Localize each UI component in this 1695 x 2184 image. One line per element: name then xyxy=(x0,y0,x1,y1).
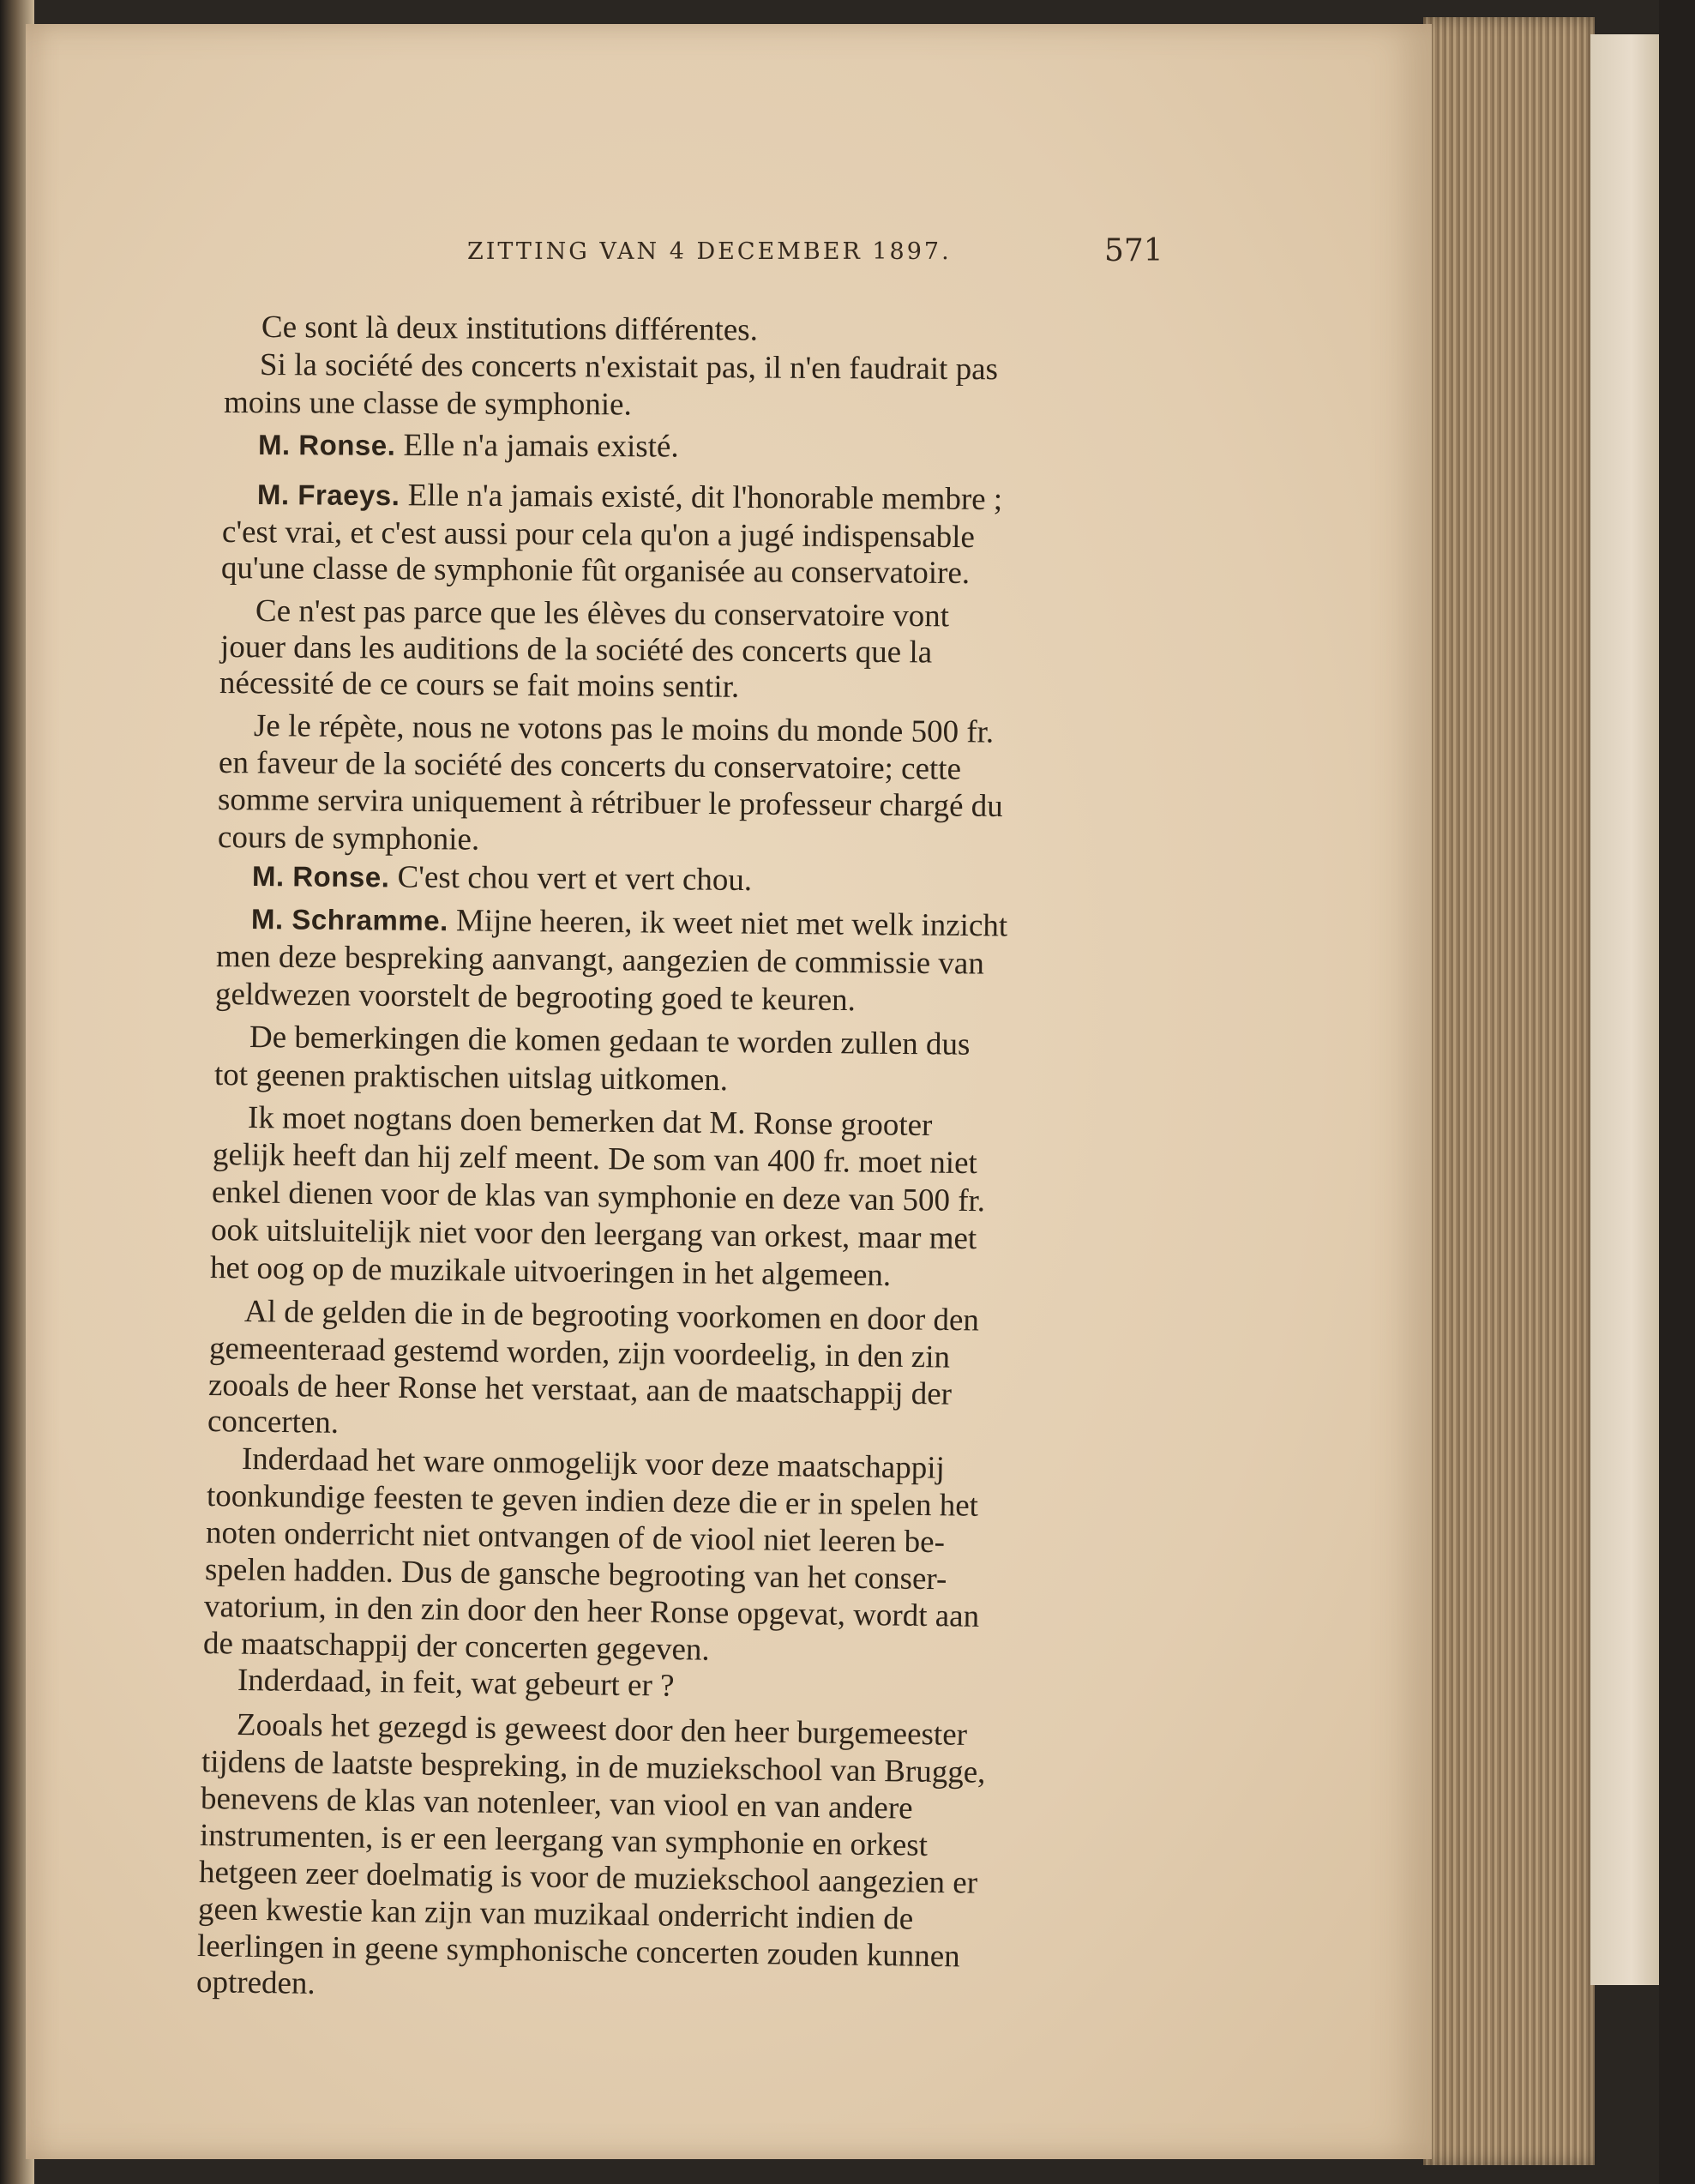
line-text: moins une classe de symphonie. xyxy=(223,385,632,423)
text-line xyxy=(218,781,1003,826)
text-line xyxy=(257,476,1002,519)
line-text: Al de gelden die in de begrooting voorkomen en door den xyxy=(243,1294,980,1339)
text-line xyxy=(237,1662,675,1706)
line-text: zooals de heer Ronse het verstaat, aan de maatschappij der xyxy=(207,1368,953,1412)
line-text: instrumenten, is er een leergang van symphonie en orkest xyxy=(199,1818,929,1863)
line-text: De bemerkingen die komen gedaan te worden zullen dus xyxy=(249,1020,971,1062)
line-text: cours de symphonie. xyxy=(217,820,480,857)
line-text: jouer dans les auditions de la société des concerts que la xyxy=(219,629,933,671)
text-line xyxy=(224,384,632,424)
text-line xyxy=(251,900,1008,945)
text-line xyxy=(252,857,753,899)
running-header: ZITTING VAN 4 DECEMBER 1897. xyxy=(467,238,952,265)
line-text: Inderdaad, in feit, wat gebeurt er ? xyxy=(237,1663,675,1704)
line-text: Je le répète, nous ne votons pas le moins du monde 500 fr. xyxy=(253,708,995,750)
line-text: enkel dienen voor de klas van symphonie en deze van 500 fr. xyxy=(211,1175,986,1219)
text-line xyxy=(207,1403,340,1442)
line-text: noten onderricht niet ontvangen of de viool niet leeren be- xyxy=(205,1515,946,1561)
text-line xyxy=(214,1056,728,1099)
text-line xyxy=(258,426,679,466)
text-line xyxy=(261,309,758,350)
book-page xyxy=(26,24,1432,2159)
background-shadow xyxy=(1659,0,1695,2184)
line-text: Zooals het gezegd is geweest door den heer burgemeester xyxy=(236,1707,968,1753)
line-text: leerlingen in geene symphonische concerten zouden kunnen xyxy=(196,1928,960,1975)
line-text: c'est vrai, et c'est aussi pour cela qu'on a jugé indispensable xyxy=(221,514,976,556)
line-text: tijdens de laatste bespreking, in de muziekschool van Brugge, xyxy=(201,1744,986,1790)
line-text: Mijne heeren, ik weet niet met welk inzicht xyxy=(448,903,1008,944)
line-text: Ik moet nogtans doen bemerken dat M. Ronse grooter xyxy=(247,1100,933,1144)
line-text: somme servira uniquement à rétribuer le professeur chargé du xyxy=(217,782,1003,824)
line-text: concerten. xyxy=(207,1404,340,1441)
page-number: 571 xyxy=(1104,233,1163,268)
line-text: en faveur de la société des concerts du conservatoire; cette xyxy=(218,745,962,787)
line-text: nécessité de ce cours se fait moins sentir. xyxy=(219,665,740,705)
line-text: Inderdaad het ware onmogelijk voor deze maatschappij xyxy=(241,1441,946,1486)
text-line xyxy=(219,665,740,707)
line-text: het oog op de muzikale uitvoeringen in het algemeen. xyxy=(209,1250,892,1294)
line-text: optreden. xyxy=(195,1964,316,2001)
text-line xyxy=(215,976,856,1020)
line-text: Si la société des concerts n'existait pas, il n'en faudrait pas xyxy=(259,347,999,388)
text-line xyxy=(260,346,998,388)
line-text: qu'une classe de symphonie fût organisée au conservatoire. xyxy=(220,551,971,592)
speaker-name: M. Ronse. xyxy=(251,860,390,893)
endpaper xyxy=(1590,34,1659,1985)
speaker-name: M. Fraeys. xyxy=(256,478,400,512)
text-line xyxy=(218,819,480,859)
page-stack-edges xyxy=(1423,17,1595,2165)
line-text: C'est chou vert et vert chou. xyxy=(389,859,753,899)
line-text: gemeenteraad gestemd worden, zijn voordeelig, in den zin xyxy=(208,1331,951,1375)
text-line xyxy=(196,1964,316,2003)
line-text: Ce n'est pas parce que les élèves du conservatoire vont xyxy=(255,593,950,635)
line-text: men deze bespreking aanvangt, aangezien de commissie van xyxy=(215,939,985,982)
text-line xyxy=(210,1249,892,1295)
line-text: Ce sont là deux institutions différentes. xyxy=(261,310,759,348)
line-text: gelijk heeft dan hij zelf meent. De som van 400 fr. moet niet xyxy=(212,1137,978,1182)
speaker-name: M. Schramme. xyxy=(250,903,448,937)
line-text: de maatschappij der concerten gegeven. xyxy=(202,1626,710,1668)
speaker-name: M. Ronse. xyxy=(257,429,396,461)
line-text: Elle n'a jamais existé. xyxy=(395,427,679,465)
text-line xyxy=(221,550,970,593)
line-text: hetgeen zeer doelmatig is voor de muziekschool aangezien er xyxy=(198,1855,978,1901)
line-text: toonkundige feesten te geven indien deze die er in spelen het xyxy=(206,1478,979,1524)
line-text: tot geenen praktischen uitslag uitkomen. xyxy=(213,1057,729,1098)
line-text: spelen hadden. Dus de gansche begrooting van het conser- xyxy=(204,1552,947,1597)
line-text: geen kwestie kan zijn van muzikaal onderricht indien de xyxy=(197,1892,914,1937)
line-text: geldwezen voorstelt de begrooting goed te keuren. xyxy=(214,977,857,1019)
line-text: vatorium, in den zin door den heer Ronse opgevat, wordt aan xyxy=(203,1589,980,1634)
line-text: Elle n'a jamais existé, dit l'honorable membre ; xyxy=(400,478,1003,518)
line-text: benevens de klas van notenleer, van viool en van andere xyxy=(200,1781,913,1826)
line-text: ook uitsluitelijk niet voor den leergang van orkest, maar met xyxy=(210,1212,977,1257)
